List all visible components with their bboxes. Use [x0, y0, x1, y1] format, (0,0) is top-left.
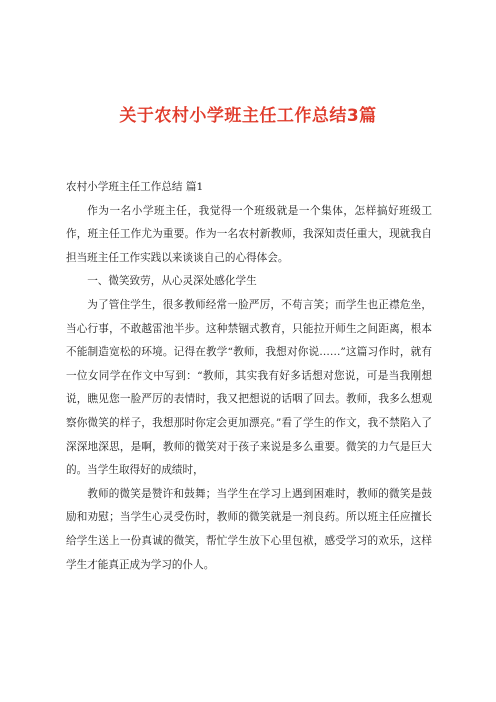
subsection-heading: 一、微笑致劳，从心灵深处感化学生 — [87, 275, 257, 288]
paragraph: 教师的微笑是赞许和鼓舞；当学生在学习上遇到困难时，教师的微笑是鼓励和劝慰；当学生心灵受伤时，教师的微笑就是一剂良药。所以班主任应擅长给学生送上一份真诚的微笑，帮忙学生放下心里包袱，感受学习的欢乐，这样学生才能真正成为学习的仆人。 — [66, 487, 432, 571]
paragraph: 作为一名小学班主任，我觉得一个班级就是一个集体，怎样搞好班级工作，班主任工作尤为重要。作为一名农村新教师，我深知责任重大，现就我自担当班主任工作实践以来谈谈自己的心得体会。 — [66, 204, 432, 264]
paragraph: 为了管住学生，很多教师经常一脸严厉，不苟言笑；而学生也正襟危坐，当心行事，不敢越雷池半步。这种禁锢式教育，只能拉开师生之间距离，根本不能制造宽松的环境。记得在教学“教师，我想对你说……”这篇习作时，就有一位女同学在作文中写到：“教师，其实我有好多话想对您说，可是当我刚想说，瞧见您一脸严厉的表情时，我又把想说的话咽了回去。教师，我多么想观察你微笑的样子，我想那时你定会更加漂亮。”看了学生的作文，我不禁陷入了深深地深思，是啊，教师的微笑对于孩子来说是多么重要。微笑的力气是巨大的。当学生取得好的成绩时， — [66, 298, 432, 477]
section-heading: 农村小学班主任工作总结 篇1 — [66, 181, 204, 193]
document-title: 关于农村小学班主任工作总结3篇 — [119, 106, 377, 126]
document-body — [66, 176, 432, 577]
